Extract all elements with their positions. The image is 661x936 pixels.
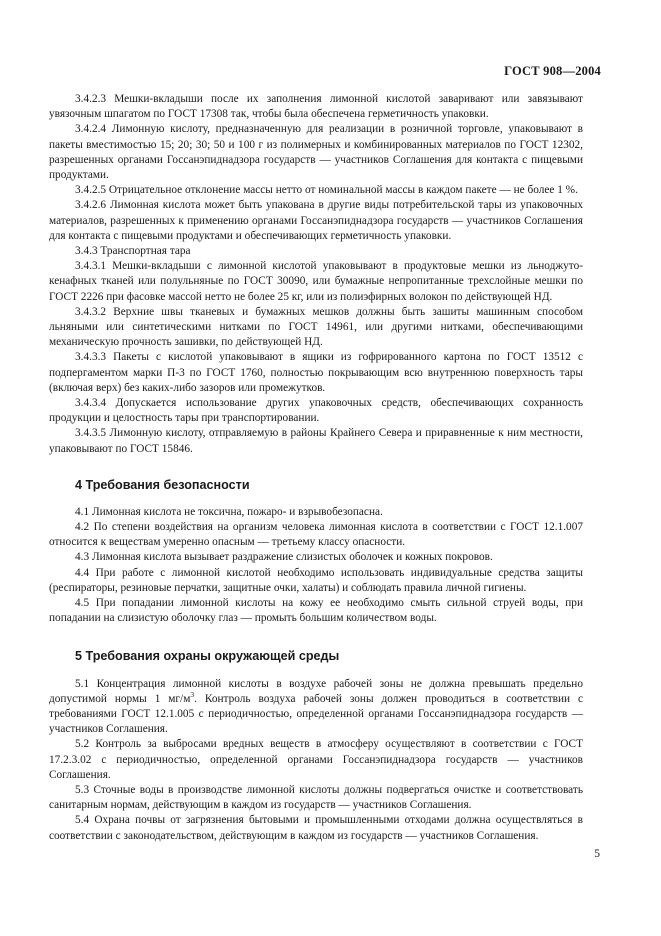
clause-3-4-3-5: 3.4.3.5 Лимонную кислоту, отправляемую в районы Крайнего Севера и приравненные к ним местности, упаковывают по ГОСТ 15846. [49, 427, 583, 455]
clause-5-1-text-b: . Контроль воздуха рабочей зоны должен проводиться в соответствии с требованиями ГОСТ 12.1.005 с периодичностью, определенной органами Госсанэпиднадзора государств — участников Соглашения. [49, 692, 583, 736]
unit-superscript: 3 [190, 689, 195, 699]
clause-5-1-text-a: 5.1 Концентрация лимонной кислоты в воздухе рабочей зоны не должна превышать предельно допустимой нормы 1 мг/м [49, 677, 583, 705]
clause-4-4: 4.4 При работе с лимонной кислотой необходимо использовать индивидуальные средства защиты (респираторы, резиновые перчатки, защитные очки, халаты) и соблюдать правила личной гигиены. [49, 566, 583, 594]
section-5-heading: 5 Требования охраны окружающей среды [75, 648, 340, 663]
section-4-heading: 4 Требования безопасности [75, 477, 250, 492]
clause-3-4-2-5: 3.4.2.5 Отрицательное отклонение массы нетто от номинальной массы в каждом пакете — не более 1 %. [75, 184, 578, 197]
clause-3-4-3-3: 3.4.3.3 Пакеты с кислотой упаковывают в ящики из гофрированного картона по ГОСТ 13512 с подпергаментом марки П-3 по ГОСТ 1760, полностью покрывающим всю внутреннюю поверхность тары (включая верх) без каких-либо зазоров или промежутков. [49, 351, 583, 394]
clause-3-4-2-4: 3.4.2.4 Лимонную кислоту, предназначенную для реализации в розничной торговле, упаковывают в пакеты вместимостью 15; 20; 30; 50 и 100 г из полимерных и комбинированных материалов по ГОСТ 12302, разрешенных органами Госсанэпиднадзора государств — участников Соглашения для контакта с пищевыми продуктами. [49, 123, 583, 182]
clause-3-4-2-6: 3.4.2.6 Лимонная кислота может быть упакована в другие виды потребительской тары из упаковочных материалов, разрешенных к применению органами Госсанэпиднадзора государств — участников Соглашения для контакта с пищевыми продуктами и обеспечивающих герметичность упаковки. [49, 199, 583, 242]
standard-code-header: ГОСТ 908—2004 [504, 64, 601, 78]
clause-5-4: 5.4 Охрана почвы от загрязнения бытовыми и промышленными отходами должна осуществляться в соответствии с законодательством, действующим в каждом из государств — участников Соглашения. [49, 814, 583, 842]
clause-4-5: 4.5 При попадании лимонной кислоты на кожу ее необходимо смыть сильной струей воды, при попадании на слизистую оболочку глаз — промыть большим количеством воды. [49, 597, 583, 625]
clause-4-2: 4.2 По степени воздействия на организм человека лимонная кислота в соответствии с ГОСТ 12.1.007 относится к веществам умеренно опасным — третьему классу опасности. [49, 521, 583, 549]
clause-3-4-3-1: 3.4.3.1 Мешки-вкладыши с лимонной кислотой упаковывают в продуктовые мешки из льноджуто-кенафных тканей или полульняные по ГОСТ 30090, или бумажные непропитанные трехслойные мешки по ГОСТ 2226 при фасовке массой нетто не более 25 кг, или из полиэфирных волокон по действующей НД. [49, 260, 583, 303]
clause-3-4-3: 3.4.3 Транспортная тара [75, 245, 191, 258]
clause-3-4-3-2: 3.4.3.2 Верхние швы тканевых и бумажных мешков должны быть зашиты машинным способом льняными или синтетическими нитками по ГОСТ 14961, или другими нитками, обеспечивающими механическую прочность зашивки, по действующей НД. [49, 305, 583, 349]
clause-3-4-3-4: 3.4.3.4 Допускается использование других упаковочных средств, обеспечивающих сохранность продукции и целостность тары при транспортировании. [49, 397, 583, 425]
page-number: 5 [594, 848, 600, 860]
clause-3-4-2-3: 3.4.2.3 Мешки-вкладыши после их заполнения лимонной кислотой заваривают или завязывают увязочным шпагатом по ГОСТ 17308 так, чтобы была обеспечена герметичность упаковки. [49, 93, 583, 121]
page-content [49, 92, 583, 844]
clause-4-1: 4.1 Лимонная кислота не токсична, пожаро- и взрывобезопасна. [75, 505, 383, 518]
clause-4-3: 4.3 Лимонная кислота вызывает раздражение слизистых оболочек и кожных покровов. [75, 551, 493, 564]
clause-5-1 [49, 677, 583, 738]
clause-5-2: 5.2 Контроль за выбросами вредных веществ в атмосферу осуществляют в соответствии с ГОСТ 17.2.3.02 с периодичностью, определенной органами Госсанэпиднадзора государств — участников Соглашения. [49, 738, 583, 781]
clause-5-3: 5.3 Сточные воды в производстве лимонной кислоты должны подвергаться очистке и соответствовать санитарным нормам, действующим в каждом из государств — участников Соглашения. [49, 783, 583, 812]
